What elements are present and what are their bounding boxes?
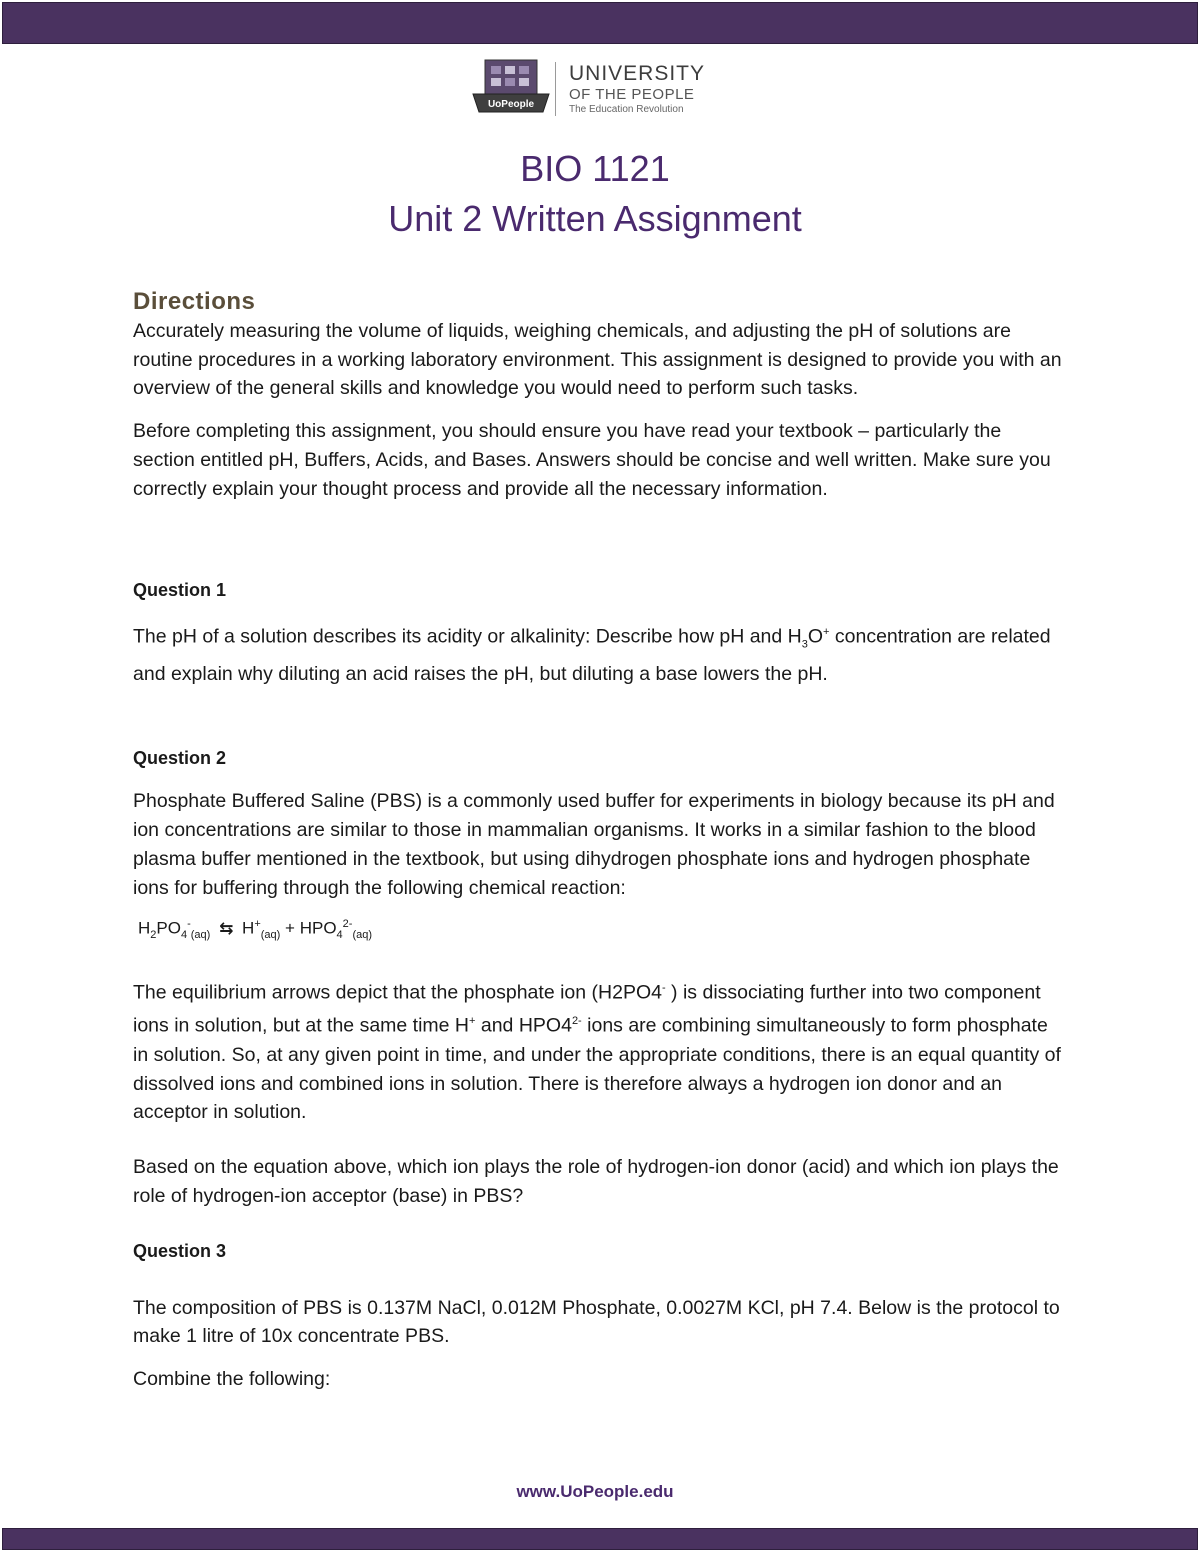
question-2-paragraph-3: Based on the equation above, which ion plays the role of hydrogen-ion donor (acid) and which ion plays the role of hydrogen-ion acceptor (base) in PBS? bbox=[133, 1156, 1059, 1207]
course-code: BIO 1121 bbox=[520, 148, 670, 189]
logo-of-the-people: OF THE PEOPLE bbox=[569, 86, 695, 103]
footer-url: www.UoPeople.edu bbox=[516, 1482, 674, 1501]
equilibrium-arrow-icon: ⇆ bbox=[219, 919, 234, 938]
question-2-paragraph-2: The equilibrium arrows depict that the phosphate ion (H2PO4- ) is dissociating further into two component ions in solution, but at the same time H+ and $HPO4^{2-}$ ions are combining simultaneously to form phosphate in solution. So, at any given point in time, and under the appropriate conditions, there is an equal quantity of dissolved ions and combined ions in solution. There is therefore always a hydrogen ion donor and an acceptor in solution. bbox=[133, 981, 1061, 1124]
university-logo bbox=[465, 44, 727, 130]
directions-heading: Directions bbox=[133, 288, 256, 315]
top-header-bar bbox=[2, 2, 1198, 44]
chemical-equation: $H_2PO_4^-_{(aq)}$ ⇆ $H^+_{(aq)} + HPO_4^{2-}_{(aq)}$ bbox=[138, 918, 373, 942]
question-2-heading: Question 2 bbox=[133, 748, 227, 769]
question-3-heading: Question 3 bbox=[133, 1240, 227, 1261]
document-body bbox=[133, 288, 1068, 1394]
question-3-paragraph-2: Combine the following: bbox=[133, 1368, 331, 1391]
directions-paragraph-2: Before completing this assignment, you should ensure you have read your textbook – particularly the section entitled pH, Buffers, Acids, and Bases. Answers should be concise and well written. Make sure you correctly explain your thought process and provide all the necessary information. bbox=[133, 420, 1051, 500]
logo-divider bbox=[555, 62, 556, 116]
directions-paragraph-1: Accurately measuring the volume of liquids, weighing chemicals, and adjusting the pH of solutions are routine procedures in a working laboratory environment. This assignment is designed to provide you with an overview of the general skills and knowledge you would need to perform such tasks. bbox=[133, 319, 1062, 400]
logo-tagline: The Education Revolution bbox=[569, 104, 684, 115]
logo-university: UNIVERSITY bbox=[569, 62, 706, 85]
question-3-paragraph-1: The composition of PBS is 0.137M NaCl, 0.012M Phosphate, 0.0027M KCl, pH 7.4. Below is the protocol to make 1 litre of 10x concentrate PBS. bbox=[133, 1296, 1060, 1348]
badge-label: UoPeople bbox=[487, 99, 535, 110]
assignment-title: Unit 2 Written Assignment bbox=[388, 198, 802, 239]
question-2-paragraph-1: Phosphate Buffered Saline (PBS) is a commonly used buffer for experiments in biology because its pH and ion concentrations are similar to those in mammalian organisms. It works in a similar fashion to the blood plasma buffer mentioned in the textbook, but using dihydrogen phosphate ions and hydrogen phosphate ions for buffering through the following chemical reaction: bbox=[133, 790, 1055, 899]
bottom-footer-bar bbox=[2, 1528, 1198, 1550]
question-1-heading: Question 1 bbox=[133, 579, 227, 600]
uopeople-badge-icon bbox=[471, 56, 551, 118]
question-1-text: The pH of a solution describes its acidity or alkalinity: Describe how pH and $H_3O^+$ concentration are related and explain why diluting an acid raises the pH, but diluting a base lowers the pH. bbox=[133, 625, 1051, 685]
